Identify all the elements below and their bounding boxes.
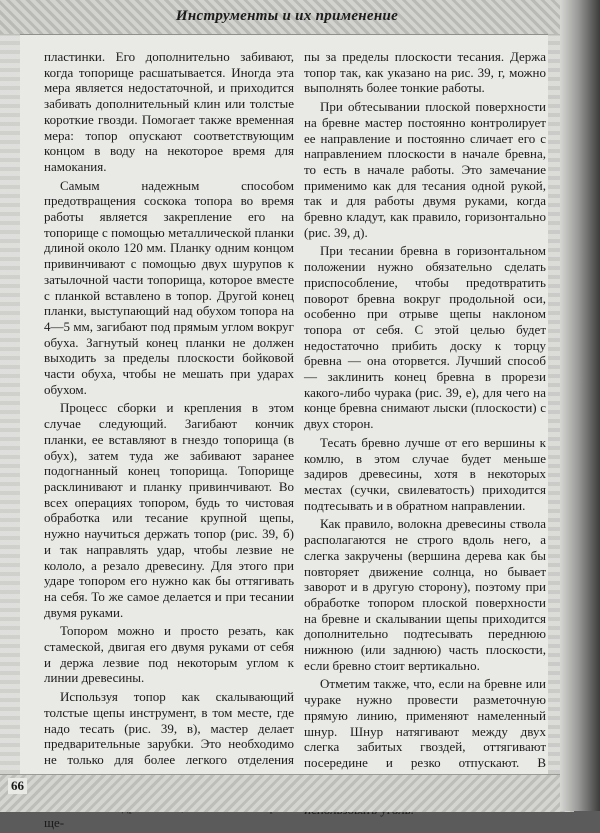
paragraph: Отметим также, что, если на бревне или чураке нужно провести разметочную прямую линию, применяют намеленный шнур. Шнур натягивают между двух слегка забитых гвоздей, оттягивают посередине и резко отпускают. В (304, 676, 546, 770)
paragraph: Процесс сборки и крепления в этом случае следующий. Загибают кончик планки, ее вставляют в гнездо топорища (в обух), затем туда же забивают заранее подогнанный конец топорища. Топорище расклинивают и планку привинчивают. Во всех операциях топором, будь то чистовая обработка или тесание крупной щепы, нужно научиться держать топор (рис. 39, б) и так направлять удар, чтобы лезвие не кололо, а резало древесину. Для этого при ударе топором его нужно как бы оттягивать на себя. То же самое делается и при тесании двумя руками. (44, 400, 294, 620)
paragraph: пластинки. Его дополнительно забивают, когда топорище расшатывается. Иногда эта мера является недостаточной, и приходится забивать дополнительный клин или толстые короткие гвозди. Помогает также временная мера: топор опускают соответствующим концом в воду на некоторое время для намокания. (44, 49, 294, 174)
right-text-column (304, 49, 546, 821)
paragraph: При тесании бревна в горизонтальном положении нужно обязательно сделать приспособление, чтобы предотвратить поворот бревна вокруг продольной оси, особенно при отрыве щепы наклоном топора от себя. С этой целью будет недостаточно прибить доску к торцу бревна — она оторвется. Лучший способ — заклинить конец бревна в прорези какого-либо чурака (рис. 39, е), для чего на конце бревна снимают лыски (плоскости) с двух сторон. (304, 243, 546, 432)
paragraph: При обтесывании плоской поверхности на бревне мастер постоянно контролирует ее направление и постоянно сличает его с направлением плоскости в начале бревна, то есть в начале работы. Это замечание применимо как для тесания одной рукой, так и для работы двумя руками, когда бревно кладут, как правило, горизонтально (рис. 39, д). (304, 99, 546, 240)
paragraph: Тесать бревно лучше от его вершины к комлю, в этом случае будет меньше задиров древесины, хотя в некоторых местах (сучки, свилеватость) приходится подтесывать и в обратном направлении. (304, 434, 546, 513)
paragraph: пы за пределы плоскости тесания. Держа топор так, как указано на рис. 39, г, можно выполнять более тонкие работы. (304, 49, 546, 96)
page-number: 66 (8, 778, 27, 794)
left-ornament-border (0, 34, 20, 774)
binding-shadow (560, 0, 600, 811)
footer-ornament-band (0, 774, 574, 812)
paragraph: Топором можно и просто резать, как стамеской, двигая его двумя руками от себя и держа лезвие под некоторым углом к линии древесины. (44, 623, 294, 686)
running-header-title: Инструменты и их применение (175, 8, 399, 24)
paragraph: Самым надежным способом предотвращения соскока топора во время работы является закрепление его на топорище с помощью металлической планки длиной около 120 мм. Планку одним концом привинчивают с помощью двух шурупов к затылочной части топорища, которое вместе с планкой вставлено в топор. Другой конец планки, выступающий над обухом топора на 4—5 мм, загибают под прямым углом вокруг обуха. Загнутый конец планки не должен выходить за пределы плоскости бойковой части обуха, чтобы не мешать при ударах обухом. (44, 177, 294, 397)
left-text-column (44, 49, 294, 833)
paragraph: Как правило, волокна древесины ствола располагаются не строго вдоль него, а слегка закручены (вершина дерева как бы повторяет движение солнца, но бывает заворот и в другую сторону), поэтому при обработке топором плоской поверхности на бревне и скалывании щепы приходится дополнительно подтесывать переднюю нижнюю (или заднюю) часть плоскости, если бревно стоит вертикально. (304, 516, 546, 673)
paragraph: Используя топор как скалывающий толстые щепы инструмент, в том месте, где надо тесать (рис. 39, в), мастер делает предварительные зарубки. Это необходимо не только для более легкого отделения ще- (44, 689, 294, 830)
